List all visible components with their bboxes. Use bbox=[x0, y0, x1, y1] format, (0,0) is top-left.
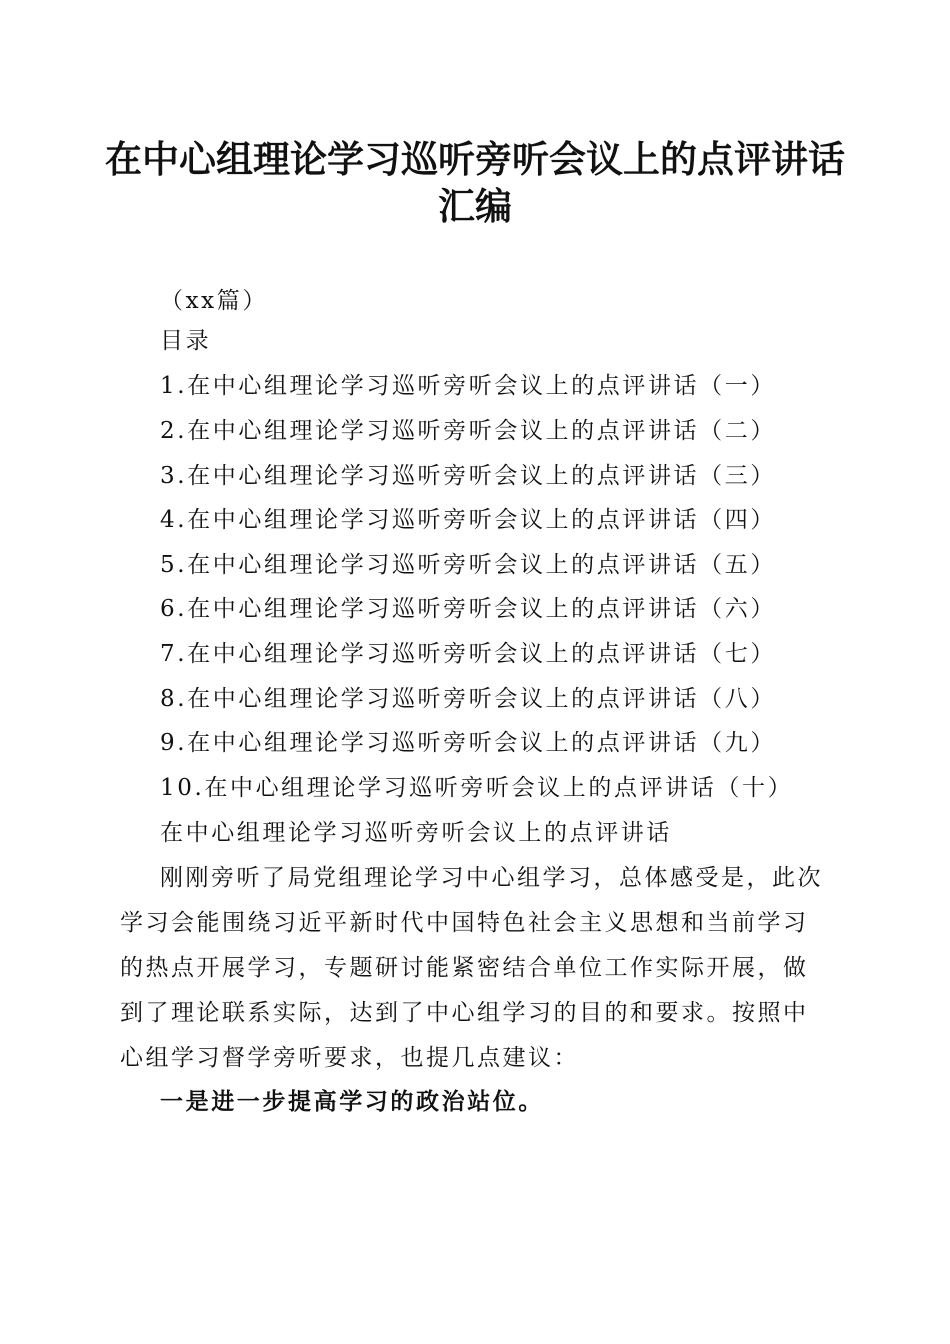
toc-item: 9.在中心组理论学习巡听旁听会议上的点评讲话（九） bbox=[160, 730, 776, 756]
body-paragraph: 刚刚旁听了局党组理论学习中心组学习，总体感受是，此次学习会能围绕习近平新时代中国特色社会主义思想和当前学习的热点开展学习，专题研讨能紧密结合单位工作实际开展，做到了理论联系实际，达到了中心组学习的目的和要求。按照中心组学习督学旁听要求，也提几点建议： bbox=[120, 865, 823, 1071]
toc-item: 10.在中心组理论学习巡听旁听会议上的点评讲话（十） bbox=[160, 775, 794, 801]
toc-item: 1.在中心组理论学习巡听旁听会议上的点评讲话（一） bbox=[160, 373, 776, 399]
point-one: 一是进一步提高学习的政治站位。 bbox=[160, 1088, 544, 1115]
toc-item: 8.在中心组理论学习巡听旁听会议上的点评讲话（八） bbox=[160, 686, 776, 712]
toc-item: 3.在中心组理论学习巡听旁听会议上的点评讲话（三） bbox=[160, 463, 776, 489]
toc-item: 2.在中心组理论学习巡听旁听会议上的点评讲话（二） bbox=[160, 418, 776, 444]
document-title-line-2: 汇编 bbox=[438, 184, 512, 228]
count-note: （xx篇） bbox=[160, 288, 268, 314]
toc-item: 4.在中心组理论学习巡听旁听会议上的点评讲话（四） bbox=[160, 507, 776, 533]
toc-item: 5.在中心组理论学习巡听旁听会议上的点评讲话（五） bbox=[160, 552, 776, 578]
document-title-line-1: 在中心组理论学习巡听旁听会议上的点评讲话 bbox=[105, 137, 845, 181]
toc-item: 6.在中心组理论学习巡听旁听会议上的点评讲话（六） bbox=[160, 596, 776, 622]
section-title: 在中心组理论学习巡听旁听会议上的点评讲话 bbox=[160, 820, 672, 846]
toc-heading: 目录 bbox=[160, 328, 212, 354]
toc-item: 7.在中心组理论学习巡听旁听会议上的点评讲话（七） bbox=[160, 641, 776, 667]
